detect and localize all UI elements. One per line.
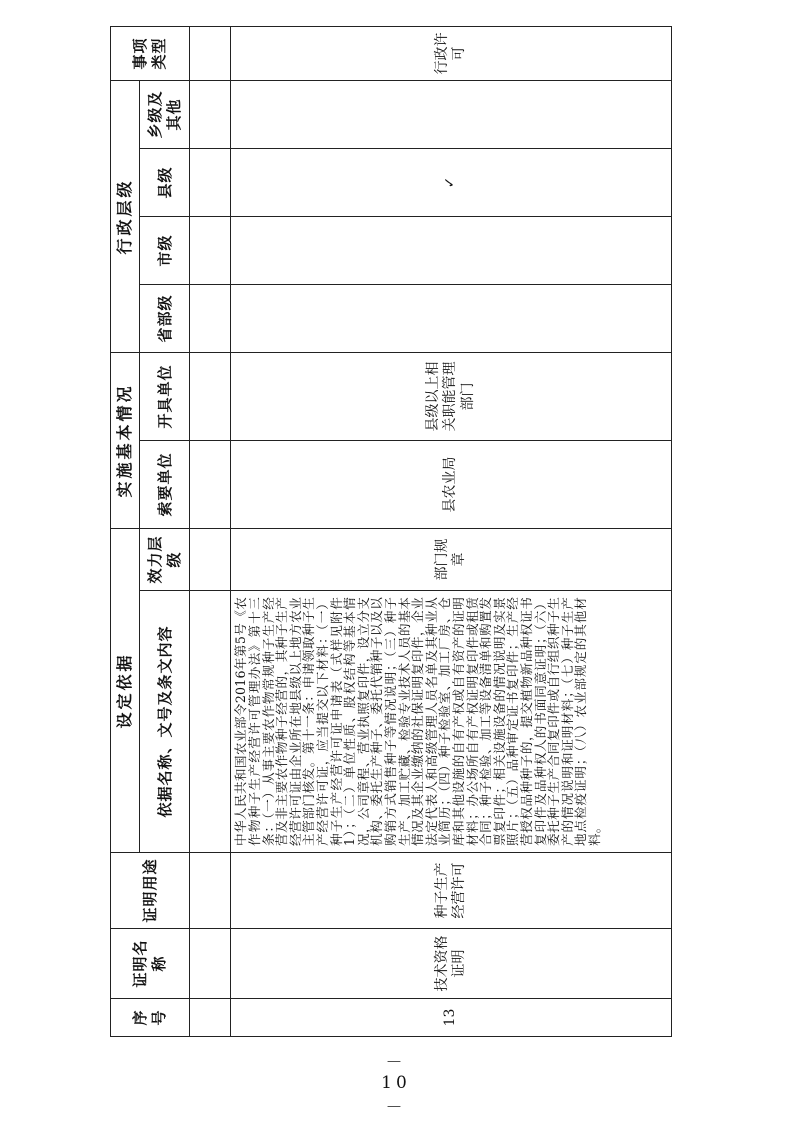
header-cert-name: 证明名称 [111,929,190,999]
header-township: 乡级及其他 [140,80,190,148]
header-cert-use: 证明用途 [111,853,190,929]
header-item-type: 事项类型 [111,26,190,80]
table-row [231,26,672,1036]
page-number: － 10 － [381,1053,411,1118]
cell-city [231,216,672,284]
cell-cert-name: 技术资格证明 [231,929,672,999]
cell-item-type: 行政许可 [231,26,672,80]
cell-cert-use: 种子生产经营许可 [231,853,672,929]
cell-township [231,80,672,148]
header-issue-unit: 开具单位 [140,352,190,440]
certificate-table [110,26,672,1037]
cell-county-check: ✓ [231,148,672,216]
header-province: 省部级 [140,284,190,352]
header-level: 效力层级 [140,528,190,590]
cell-basis-content: 中华人民共和国农业部令2016年第5号《农作物种子生产经营许可管理办法》第十三条：（一）从事主要农作物常规种子生产经营及非主要农作物种子经营的，其种子生产经营许可证由企业所在地县级以上地方农业主管部门核发。第十一条：申请领取种子生产经营许可证，应当提交以下材料：（一）种子生产经营许可证申请表（式样见附件1）；（二）单位性质、股权结构等基本情况，公司章程、营业执照复印件，设立分支机构、委托生产种子、委托代销种子以及以购销方式销售种子等情况说明；（三）种子生产、加工贮藏、检验专业技术人员的基本情况及其企业缴纳的社保证明复印件，企业法定代表人和高级管理人员名单及其种业从业简历；（四）种子检验室、加工厂房、仓库和其他设施的自有产权或自有资产的证明材料；办公场所自有产权证明复印件或租赁合同；种子检验、加工等设备清单和购置发票复印件；相关设施设备的情况说明及实景照片；（五）品种审定证书复印件；生产经营授权品种种子的，提交植物新品种权证书复印件及品种权人的书面同意证明；（六）委托种子生产合同复印件或自行组织种子生产的情况说明和证明材料；（七）种子生产地点检疫证明；（八）农业部规定的其他材料。 [231,591,672,853]
empty-row [190,26,231,1036]
cell-request-unit: 县农业局 [231,440,672,528]
header-impl-group: 实施基本情况 [111,352,140,528]
header-index: 序号 [111,999,190,1037]
header-city: 市级 [140,216,190,284]
cell-level: 部门规章 [231,528,672,590]
header-row-1 [111,26,140,1036]
header-county: 县级 [140,148,190,216]
header-admin-group: 行政层级 [111,80,140,352]
header-request-unit: 索要单位 [140,440,190,528]
cell-index: 13 [231,999,672,1037]
header-basis-content: 依据名称、文号及条文内容 [140,591,190,853]
cell-province [231,284,672,352]
cell-issue-unit: 县级以上相关职能管理部门 [231,352,672,440]
header-basis-group: 设定依据 [111,528,140,852]
rotated-table-container [110,27,672,1037]
